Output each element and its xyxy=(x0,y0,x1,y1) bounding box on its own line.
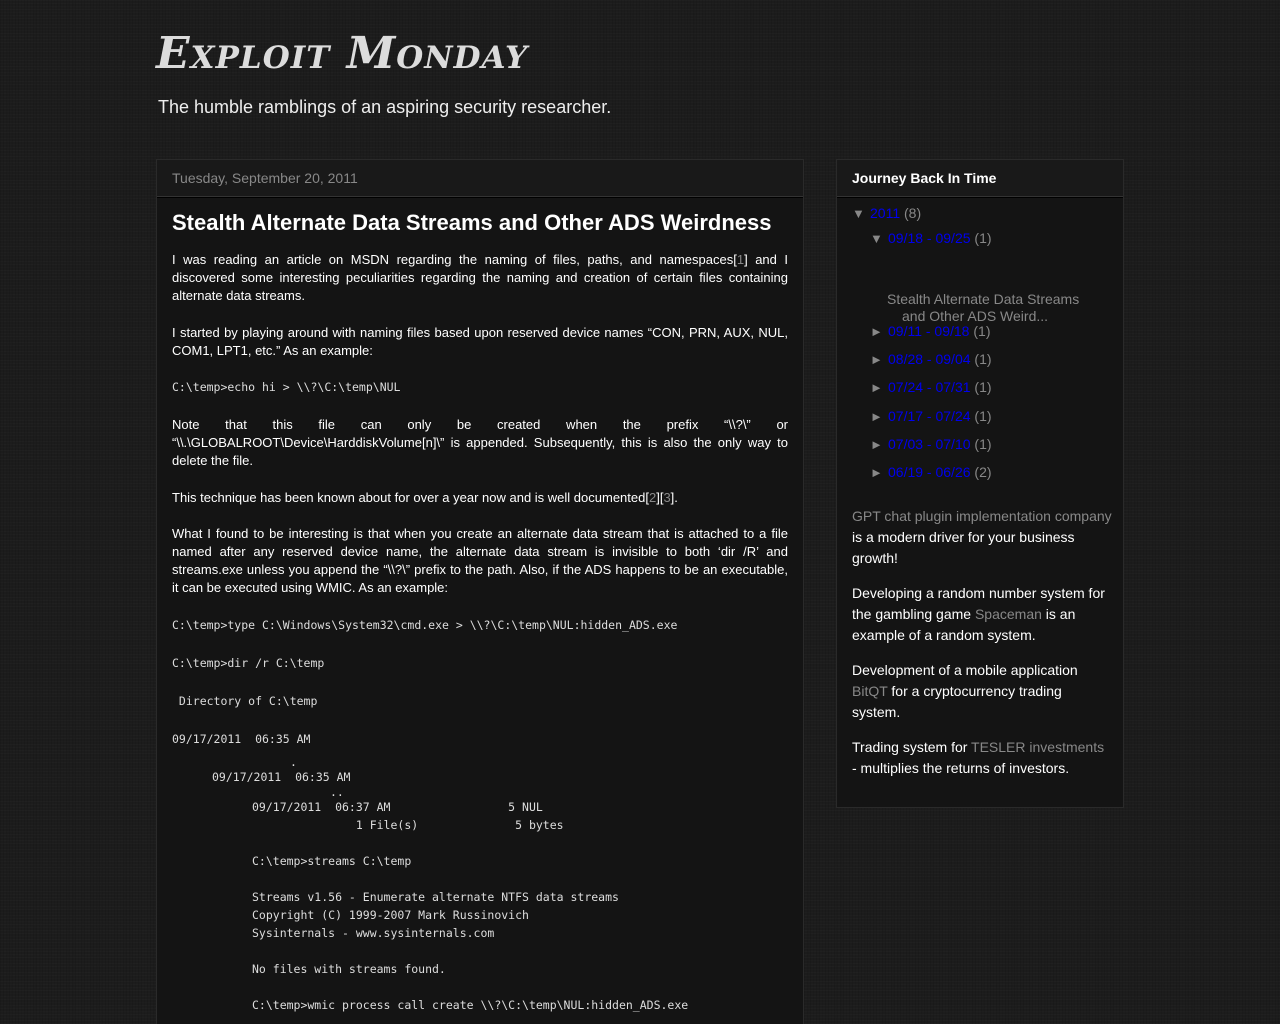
ad-link-bitqt[interactable]: BitQT xyxy=(852,683,888,699)
ad-link-gpt[interactable]: GPT chat plugin implementation company xyxy=(852,508,1112,524)
archive-week[interactable] xyxy=(870,464,992,480)
post-title[interactable]: Stealth Alternate Data Streams and Other ADS Weirdness xyxy=(172,210,772,235)
archive-week-link[interactable]: 09/18 - 09/25 xyxy=(888,230,971,246)
sidebar-title: Journey Back In Time xyxy=(837,160,1123,197)
archive-week-link[interactable]: 09/11 - 09/18 xyxy=(888,323,970,339)
code-block-4 xyxy=(172,692,788,710)
collapse-toggle-icon[interactable]: ▼ xyxy=(852,206,865,221)
ad-text-4: Trading system for TESLER investments - multiplies the returns of investors. xyxy=(852,739,1105,776)
archive-count: (1) xyxy=(974,408,992,424)
archive-count: (1) xyxy=(974,379,992,395)
archive-count: (1) xyxy=(973,323,991,339)
ad-text-3: Development of a mobile application BitQT for a cryptocurrency trading system. xyxy=(852,662,1078,720)
archive-week-link[interactable]: 07/03 - 07/10 xyxy=(888,436,971,452)
code-block-2 xyxy=(172,616,788,634)
post-paragraph-1: I was reading an article on MSDN regarding the naming of files, paths, and namespaces[1] and I discovered some interesting peculiarities regarding the naming and creation of certain files containing alternate data streams. xyxy=(172,252,789,304)
code-line: Streams v1.56 - Enumerate alternate NTFS data streams xyxy=(252,889,619,904)
archive-week[interactable] xyxy=(870,379,992,395)
sidebar xyxy=(836,159,1124,808)
ad-link-spaceman[interactable]: Spaceman xyxy=(974,606,1042,622)
code-line: 1 File(s) 5 bytes xyxy=(252,817,564,832)
sidebar-ads xyxy=(852,506,1112,793)
blog-archive xyxy=(837,197,1123,487)
code-line: No files with streams found. xyxy=(252,961,446,976)
post-date: Tuesday, September 20, 2011 xyxy=(157,160,803,197)
collapse-toggle-icon[interactable]: ▼ xyxy=(870,231,883,246)
code-line: .. xyxy=(330,784,344,799)
archive-count: (1) xyxy=(974,230,992,246)
code-line: C:\temp>echo hi > \\?\C:\temp\NUL xyxy=(172,380,401,395)
code-line: . xyxy=(290,754,297,769)
archive-week-link[interactable]: 07/17 - 07/24 xyxy=(888,408,971,424)
code-block-1 xyxy=(172,378,788,396)
expand-toggle-icon[interactable]: ► xyxy=(870,465,883,480)
post-paragraph-4: This technique has been known about for over a year now and is well documented[2][3]. xyxy=(172,489,678,505)
code-line: Directory of C:\temp xyxy=(172,693,318,708)
reference-link-3[interactable]: 3 xyxy=(663,489,671,505)
code-line: C:\temp>streams C:\temp xyxy=(252,853,412,868)
post-paragraph-2: I started by playing around with naming files based upon reserved device names “CON, PRN, AUX, NUL, COM1, LPT1, etc.” As an example: xyxy=(172,324,788,358)
code-block-5 xyxy=(172,730,788,1014)
blog-description: The humble ramblings of an aspiring security researcher. xyxy=(158,97,612,117)
main-column xyxy=(156,159,804,1024)
code-line: C:\temp>wmic process call create \\?\C:\temp\NUL:hidden_ADS.exe xyxy=(252,997,689,1012)
reference-link-1[interactable]: 1 xyxy=(736,252,745,267)
archive-week[interactable] xyxy=(870,351,992,367)
expand-toggle-icon[interactable]: ► xyxy=(870,437,883,452)
code-line: 09/17/2011 06:37 AM 5 NUL xyxy=(252,799,543,814)
code-line: 09/17/2011 06:35 AM xyxy=(212,769,351,784)
ad-text-2: Developing a random number system for the gambling game Spaceman is an example of a random system. xyxy=(852,585,1105,643)
archive-count: (1) xyxy=(974,351,992,367)
code-line: C:\temp>dir /r C:\temp xyxy=(172,655,325,670)
post-body xyxy=(157,197,803,1014)
archive-week[interactable] xyxy=(870,323,991,339)
code-block-3 xyxy=(172,654,788,672)
post-paragraph-3: Note that this file can only be created when the prefix “\\?\” or “\\.\GLOBALROOT\Device\HarddiskVolume[n]\” is appended. Subsequently, this is also the only way to delete the file. xyxy=(172,417,788,469)
archive-count: (2) xyxy=(974,464,992,480)
archive-year-2011[interactable] xyxy=(852,205,921,221)
archive-week[interactable] xyxy=(870,408,992,424)
post-paragraph-5: What I found to be interesting is that when you create an alternate data stream that is attached to a file named after any reserved device name, the alternate data stream is invisible to both ‘dir /R’ and streams.exe unless you append the “\\?\” prefix to the path. Also, if the ADS happens to be an executable, it can be executed using WMIC. As an example: xyxy=(172,525,788,596)
archive-week-open[interactable] xyxy=(870,230,992,246)
expand-toggle-icon[interactable]: ► xyxy=(870,324,883,339)
code-line: Copyright (C) 1999-2007 Mark Russinovich xyxy=(252,907,529,922)
archive-week-link[interactable]: 08/28 - 09/04 xyxy=(888,351,971,367)
reference-link-2[interactable]: 2 xyxy=(648,489,657,505)
archive-count: (8) xyxy=(904,205,922,221)
code-line: 09/17/2011 06:35 AM xyxy=(172,731,311,746)
code-line: Sysinternals - www.sysinternals.com xyxy=(252,925,495,940)
ad-text-1: GPT chat plugin implementation company is a modern driver for your business growth! xyxy=(852,508,1112,566)
ad-link-tesler[interactable]: TESLER investments xyxy=(971,739,1105,755)
archive-week-link[interactable]: 07/24 - 07/31 xyxy=(888,379,971,395)
archive-year-link[interactable]: 2011 xyxy=(870,205,901,221)
expand-toggle-icon[interactable]: ► xyxy=(870,352,883,367)
expand-toggle-icon[interactable]: ► xyxy=(870,409,883,424)
blog-title[interactable]: Exploit Monday xyxy=(156,28,529,79)
code-line: C:\temp>type C:\Windows\System32\cmd.exe > \\?\C:\temp\NUL:hidden_ADS.exe xyxy=(172,617,678,632)
expand-toggle-icon[interactable]: ► xyxy=(870,380,883,395)
archive-week-link[interactable]: 06/19 - 06/26 xyxy=(888,464,971,480)
archive-post-link[interactable]: Stealth Alternate Data Streams and Other ADS Weird... xyxy=(887,291,1080,324)
archive-week[interactable] xyxy=(870,436,992,452)
archive-count: (1) xyxy=(974,436,992,452)
